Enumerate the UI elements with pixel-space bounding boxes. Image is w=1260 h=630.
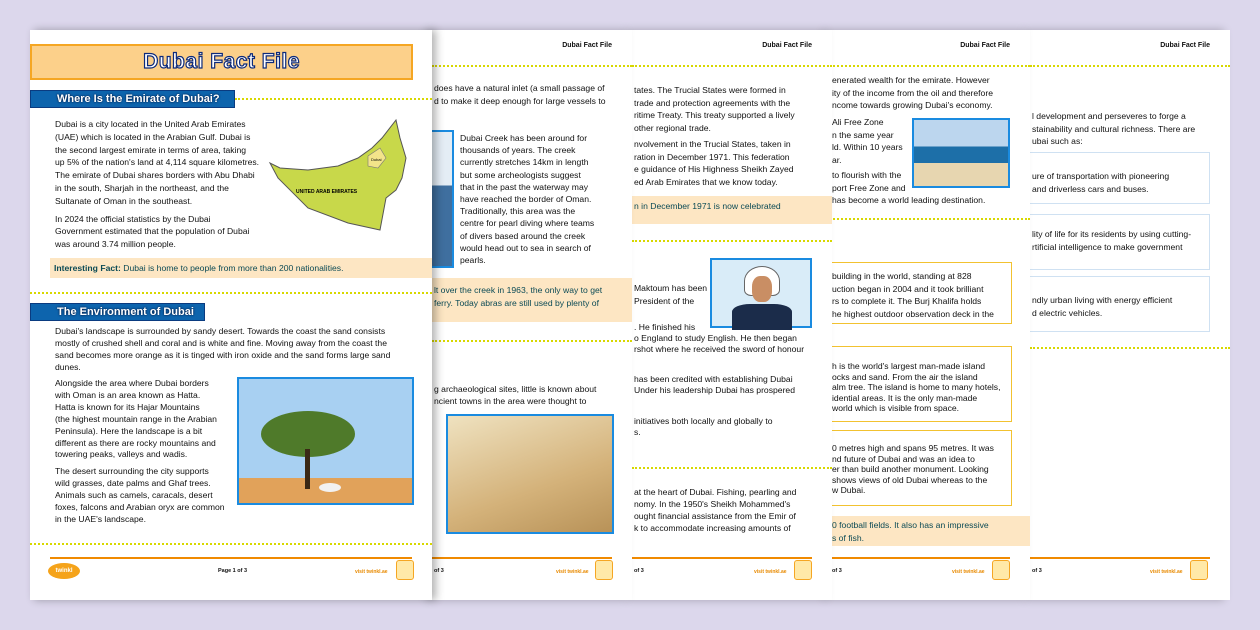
page-number: of 3 bbox=[634, 568, 644, 574]
page-number: of 3 bbox=[1032, 568, 1042, 574]
page-header: Dubai Fact File bbox=[762, 42, 812, 49]
body-text: Ali Free Zone n the same year ld. Within 10 years ar. bbox=[832, 117, 903, 165]
map-city-label: Dubai bbox=[371, 157, 382, 162]
page-4 bbox=[830, 30, 1030, 600]
body-text: has been credited with establishing Dubai Under his leadership Dubai has prospered bbox=[634, 374, 795, 395]
page-3 bbox=[632, 30, 832, 600]
box-text: ndly urban living with energy efficient d electric vehicles. bbox=[1032, 295, 1173, 318]
visit-link[interactable]: visit twinkl.ae bbox=[754, 569, 787, 575]
page-number: of 3 bbox=[832, 568, 842, 574]
location-text: Dubai is a city located in the United Arab Emirates (UAE) which is located in the Arabian Gulf. Dubai is the second largest emirate in terms of area, taking up 5% of the nation's land at 4,114 square kilometres. The emirate of Dubai shares borders with Abu Dhabi in the south, Sharjah in the northeast, and the Sultanate of Oman in the southeast. In 2024 the official statistics by the Dubai Government estimated that the population of Dubai was around 3.74 million people. bbox=[55, 119, 260, 250]
body-text: does have a natural inlet (a small passage of d to make it deep enough for large vessels to bbox=[434, 83, 606, 106]
body-text: g archaeological sites, little is known about ncient towns in the area were thought to bbox=[434, 384, 597, 406]
body-text: tates. The Trucial States were formed in trade and protection agreements with the ritime Treaty. This treaty supported a lively other regional trade. bbox=[634, 85, 795, 133]
box-text: lity of life for its residents by using cutting- rtificial intelligence to make government bbox=[1032, 229, 1192, 252]
page-5 bbox=[1030, 30, 1230, 600]
box-text: h is the world's largest man-made island ocks and sand. From the air the island alm tree. The island is home to many hotels, idential areas. It is the only man-made world which is visible from space. bbox=[832, 361, 1001, 413]
page-title: Dubai Fact File bbox=[143, 50, 300, 73]
body-text: Maktoum has been President of the bbox=[634, 283, 708, 306]
creek-image bbox=[432, 130, 454, 268]
body-text: enerated wealth for the emirate. However ity of the income from the oil and therefore ncome towards growing Dubai's economy. bbox=[832, 75, 993, 111]
page-number: Page 1 of 3 bbox=[218, 568, 248, 574]
quality-badge-icon bbox=[794, 560, 812, 580]
page-number: of 3 bbox=[434, 568, 444, 574]
old-dubai-image bbox=[446, 414, 614, 534]
map-country-label: UNITED ARAB EMIRATES bbox=[296, 189, 358, 195]
quality-badge-icon bbox=[595, 560, 613, 580]
page-1 bbox=[30, 30, 432, 600]
body-text: to flourish with the port Free Zone and has become a world leading destination. bbox=[832, 170, 986, 206]
box-text: ure of transportation with pioneering and driverless cars and buses. bbox=[1032, 171, 1170, 194]
body-text: nvolvement in the Trucial States, taken in ration in December 1971. This federation e guidance of His Highness Sheikh Zayed ed Arab Emirates that we know today. bbox=[634, 139, 794, 187]
quality-badge-icon bbox=[1190, 560, 1208, 580]
visit-link[interactable]: visit twinkl.ae bbox=[952, 569, 985, 575]
visit-link[interactable]: visit twinkl.ae bbox=[1150, 569, 1183, 575]
visit-link[interactable]: visit twinkl.ae bbox=[556, 569, 589, 575]
page-header: Dubai Fact File bbox=[1160, 42, 1210, 49]
title-banner bbox=[30, 44, 413, 80]
twinkl-logo: twinkl bbox=[48, 563, 80, 579]
fact-text: n in December 1971 is now celebrated bbox=[634, 201, 781, 211]
page-2 bbox=[432, 30, 632, 600]
fact-text: 0 football fields. It also has an impressive s of fish. bbox=[832, 520, 989, 543]
section-heading: Where Is the Emirate of Dubai? bbox=[30, 90, 235, 108]
body-text: at the heart of Dubai. Fishing, pearling and nomy. In the 1950's Sheikh Mohammed's ought financial assistance from the Emir of k to accommodate increasing amounts of bbox=[634, 487, 797, 533]
environment-text: Dubai's landscape is surrounded by sandy desert. Towards the coast the sand consists mostly of crushed shell and coral and is white and fine. Moving away from the coast the sand becomes more orange as it is tinged with iron oxide and the sand forms large sand dunes. bbox=[55, 326, 391, 372]
page-header: Dubai Fact File bbox=[562, 42, 612, 49]
uae-map-image bbox=[268, 118, 408, 238]
section-heading: The Environment of Dubai bbox=[30, 303, 205, 321]
sheikh-portrait-image bbox=[710, 258, 812, 328]
visit-link[interactable]: visit twinkl.ae bbox=[355, 569, 388, 575]
intro-text: l development and perseveres to forge a stainability and cultural richness. There are ubai such as: bbox=[1032, 111, 1196, 147]
box-text: building in the world, standing at 828 uction began in 2004 and it took brilliant rs to complete it. The Burj Khalifa holds he highest outdoor observation deck in the bbox=[832, 271, 994, 319]
quality-badge-icon bbox=[992, 560, 1010, 580]
fact-text: lt over the creek in 1963, the only way to get ferry. Today abras are still used by plenty of bbox=[434, 285, 603, 308]
body-text: . He finished his o England to study English. He then began rshot where he received the sword of honour bbox=[634, 322, 805, 354]
hatta-text: Alongside the area where Dubai borders with Oman is an area known as Hatta. Hatta is known for its Hajar Mountains (the highest mountain range in the Arabian Peninsula). Here the landscape is a bit different as there are rocky mountains and towering peaks, valleys and wadis. The desert surrounding the city supports wild grasses, date palms and Ghaf trees. Animals such as camels, caracals, desert foxes, falcons and Arabian oryx are common in the UAE's landscape. bbox=[55, 378, 225, 524]
fact-text: Interesting Fact: Dubai is home to people from more than 200 nationalities. bbox=[54, 263, 344, 273]
quality-badge-icon bbox=[396, 560, 414, 580]
body-text: initiatives both locally and globally to s. bbox=[634, 416, 773, 437]
page-header: Dubai Fact File bbox=[960, 42, 1010, 49]
box-text: 0 metres high and spans 95 metres. It was nd future of Dubai and was an idea to er than build another monument. Looking shows views of old Dubai whereas to the w Dubai. bbox=[832, 443, 994, 495]
desert-tree-image bbox=[237, 377, 414, 505]
creek-text: Dubai Creek has been around for thousands of years. The creek currently stretches 14km in length but some archeologists suggest that in the past the waterway may have reached the border of Oman. Traditionally, this area was the centre for pearl diving where teams of divers based around the creek would head out to sea in search of pearls. bbox=[460, 133, 595, 266]
